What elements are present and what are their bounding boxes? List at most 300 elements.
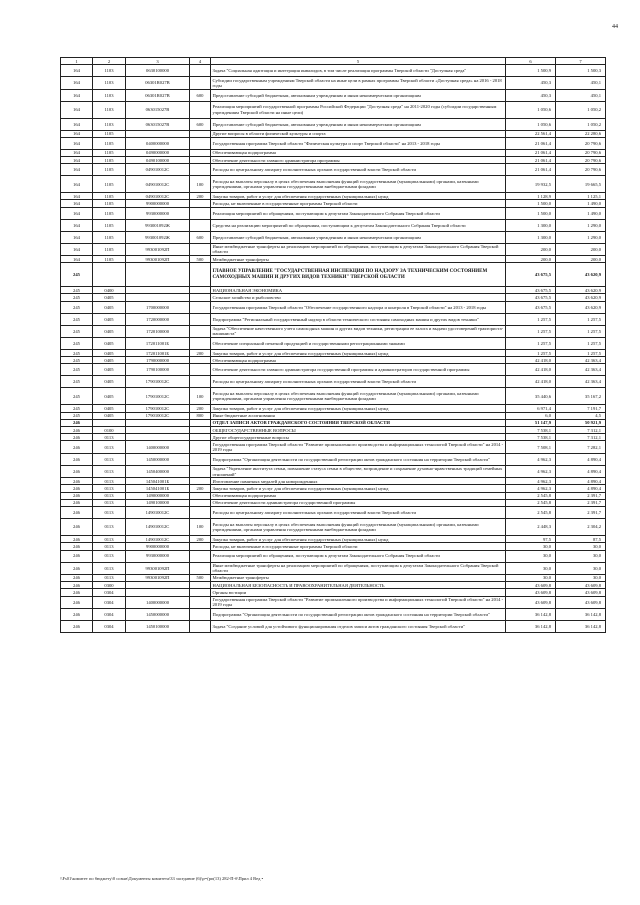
target-item-cell: 993001092П — [126, 256, 190, 263]
description-cell: Субсидии государственным учреждениям Тверской области на иные цели в рамках программы Тверской области «Доступная среда» на 2016 - 2018 годы — [211, 77, 506, 89]
section-code-cell — [93, 419, 126, 426]
target-item-cell: 1450000000 — [126, 608, 190, 620]
actual-amount-cell: 2 391,7 — [556, 492, 606, 499]
description-cell: Задача "Укрепление института семьи, повышение статуса семьи в обществе, возрождение и сохранение духовно-нравственных традиций семейных отношений" — [211, 465, 506, 477]
expense-type-cell — [190, 589, 211, 596]
section-code-cell: 0113 — [93, 465, 126, 477]
plan-amount-cell: 43 675,5 — [506, 263, 556, 287]
ministry-code-cell: 246 — [61, 582, 93, 589]
description-cell: Реализация мероприятий государственной программы Российской Федерации "Доступная среда" на 2011-2020 годы (субсидии государственным учреждениям Тверской области на иные цели) — [211, 101, 506, 118]
plan-amount-cell: 1 050,6 — [506, 101, 556, 118]
expense-type-cell — [190, 357, 211, 364]
target-item-cell: 1450100000 — [126, 620, 190, 632]
ministry-code-cell: 245 — [61, 338, 93, 350]
expense-type-cell — [190, 419, 211, 426]
ministry-code-cell: 246 — [61, 536, 93, 543]
section-code-cell: 0405 — [93, 364, 126, 376]
table-row — [61, 200, 606, 207]
expense-type-cell: 200 — [190, 536, 211, 543]
actual-amount-cell: 20 790,6 — [556, 137, 606, 149]
description-cell: Расходы по центральному аппарату исполнительных органов государственной власти Тверской области — [211, 376, 506, 388]
actual-amount-cell: 1 050,2 — [556, 101, 606, 118]
ministry-code-cell: 246 — [61, 492, 93, 499]
description-cell: Иные межбюджетные трансферты на реализацию мероприятий по обращениям, поступающим к депутатам Законодательного Собрания Тверской области — [211, 562, 506, 574]
section-code-cell: 0113 — [93, 536, 126, 543]
plan-amount-cell: 21 061,4 — [506, 149, 556, 156]
actual-amount-cell: 43 620,9 — [556, 287, 606, 294]
table-row — [61, 313, 606, 325]
target-item-cell: 049010012С — [126, 176, 190, 193]
actual-amount-cell: 20 790,6 — [556, 149, 606, 156]
ministry-code-cell: 245 — [61, 263, 93, 287]
ministry-code-cell: 246 — [61, 427, 93, 434]
description-cell: Расходы по центральному аппарату исполнительных органов государственной власти Тверской области — [211, 164, 506, 176]
target-item-cell: 179010012С — [126, 376, 190, 388]
actual-amount-cell: 4,5 — [556, 412, 606, 419]
ministry-code-cell: 164 — [61, 89, 93, 101]
ministry-code-cell: 245 — [61, 301, 93, 313]
target-item-cell: 1450400000 — [126, 465, 190, 477]
target-item-cell: 06301R027B — [126, 89, 190, 101]
ministry-code-cell: 164 — [61, 65, 93, 77]
expense-type-cell — [190, 543, 211, 550]
actual-amount-cell: 87,5 — [556, 536, 606, 543]
expense-type-cell — [190, 427, 211, 434]
expense-type-cell — [190, 301, 211, 313]
ministry-code-cell: 245 — [61, 287, 93, 294]
actual-amount-cell: 7 191,7 — [556, 405, 606, 412]
ministry-code-cell: 245 — [61, 388, 93, 405]
section-code-cell: 1105 — [93, 149, 126, 156]
plan-amount-cell: 7 538,1 — [506, 427, 556, 434]
description-cell: Сельское хозяйство и рыболовство — [211, 294, 506, 301]
table-row — [61, 478, 606, 485]
description-cell: Обеспечение деятельности администратора государственной программы — [211, 499, 506, 506]
actual-amount-cell: 43 620,9 — [556, 263, 606, 287]
target-item-cell: 993001092П — [126, 243, 190, 255]
table-row — [61, 130, 606, 137]
table-row — [61, 287, 606, 294]
plan-amount-cell: 1 128,9 — [506, 193, 556, 200]
actual-amount-cell: 1 257,5 — [556, 350, 606, 357]
plan-amount-cell: 21 061,4 — [506, 137, 556, 149]
target-item-cell: 1490000000 — [126, 492, 190, 499]
description-cell: Изготовление памятных медалей для новорожденных — [211, 478, 506, 485]
ministry-code-cell: 164 — [61, 118, 93, 130]
expense-type-cell: 500 — [190, 574, 211, 581]
target-item-cell: 9900000000 — [126, 200, 190, 207]
description-cell: Расходы, не включенные в государственные программы Тверской области — [211, 200, 506, 207]
header-cell: 1 — [61, 58, 93, 65]
description-cell: Обеспечение деятельности главного администратора программы — [211, 157, 506, 164]
actual-amount-cell: 43 620,9 — [556, 294, 606, 301]
description-cell: Обеспечивающая подпрограмма — [211, 357, 506, 364]
header-cell: 7 — [556, 58, 606, 65]
actual-amount-cell: 1 490,0 — [556, 207, 606, 219]
ministry-code-cell: 245 — [61, 364, 93, 376]
ministry-code-cell: 246 — [61, 434, 93, 441]
section-code-cell: 0113 — [93, 492, 126, 499]
target-item-cell: 9900000000 — [126, 543, 190, 550]
target-item-cell: 993001092Ж — [126, 231, 190, 243]
target-item-cell: 993001092Ж — [126, 219, 190, 231]
description-cell: ОБЩЕГОСУДАРСТВЕННЫЕ ВОПРОСЫ — [211, 427, 506, 434]
ministry-code-cell: 246 — [61, 574, 93, 581]
expense-type-cell — [190, 582, 211, 589]
description-cell: Предоставление субсидий бюджетным, автономным учреждениям и иным некоммерческим организациям — [211, 118, 506, 130]
target-item-cell: 9930000000 — [126, 207, 190, 219]
expense-type-cell — [190, 294, 211, 301]
description-cell: Закупка товаров, работ и услуг для обеспечения государственных (муниципальных) нужд — [211, 405, 506, 412]
table-row — [61, 596, 606, 608]
table-row — [61, 608, 606, 620]
section-code-cell: 1103 — [93, 65, 126, 77]
actual-amount-cell: 1 050,2 — [556, 118, 606, 130]
actual-amount-cell: 30,0 — [556, 562, 606, 574]
expense-type-cell — [190, 149, 211, 156]
expense-type-cell — [190, 550, 211, 562]
expense-type-cell — [190, 441, 211, 453]
description-cell: Задача "Социальная адаптация и интеграция инвалидов, в том числе реализация программы Тверской области "Доступная среда" — [211, 65, 506, 77]
plan-amount-cell: 2 448,3 — [506, 519, 556, 536]
description-cell: Государственная программа Тверской области "Развитие промышленного производства и информационных технологий Тверской области" на 2014 - 2019 годы — [211, 596, 506, 608]
actual-amount-cell: 2 391,7 — [556, 507, 606, 519]
description-cell: Расходы, не включенные в государственные программы Тверской области — [211, 543, 506, 550]
table-row — [61, 485, 606, 492]
ministry-code-cell: 164 — [61, 130, 93, 137]
actual-amount-cell: 36 142,8 — [556, 608, 606, 620]
plan-amount-cell: 4 962,3 — [506, 453, 556, 465]
ministry-code-cell: 164 — [61, 256, 93, 263]
table-row — [61, 101, 606, 118]
target-item-cell: 0490000000 — [126, 149, 190, 156]
target-item-cell — [126, 434, 190, 441]
target-item-cell — [126, 419, 190, 426]
table-row — [61, 364, 606, 376]
description-cell: Межбюджетные трансферты — [211, 256, 506, 263]
ministry-code-cell: 246 — [61, 562, 93, 574]
plan-amount-cell: 30,0 — [506, 574, 556, 581]
expense-type-cell — [190, 478, 211, 485]
ministry-code-cell: 246 — [61, 620, 93, 632]
expense-type-cell — [190, 596, 211, 608]
ministry-code-cell: 164 — [61, 157, 93, 164]
target-item-cell: 179010012С — [126, 412, 190, 419]
ministry-code-cell: 164 — [61, 231, 93, 243]
target-item-cell: 0490100000 — [126, 157, 190, 164]
actual-amount-cell: 1 500,3 — [556, 65, 606, 77]
section-code-cell: 1103 — [93, 89, 126, 101]
actual-amount-cell: 19 665,5 — [556, 176, 606, 193]
table-row — [61, 550, 606, 562]
section-code-cell: 0113 — [93, 507, 126, 519]
table-row — [61, 243, 606, 255]
plan-amount-cell: 200,0 — [506, 243, 556, 255]
ministry-code-cell: 246 — [61, 596, 93, 608]
section-code-cell: 0113 — [93, 499, 126, 506]
plan-amount-cell: 6,0 — [506, 412, 556, 419]
section-code-cell: 0113 — [93, 519, 126, 536]
section-code-cell: 1105 — [93, 200, 126, 207]
expense-type-cell — [190, 77, 211, 89]
actual-amount-cell: 2 304,2 — [556, 519, 606, 536]
table-row — [61, 207, 606, 219]
target-item-cell: 0400000000 — [126, 137, 190, 149]
section-code-cell: 0405 — [93, 301, 126, 313]
actual-amount-cell: 200,0 — [556, 243, 606, 255]
target-item-cell: 172011001Б — [126, 338, 190, 350]
actual-amount-cell: 4 890,4 — [556, 465, 606, 477]
description-cell: Расходы на выплаты персоналу в целях обеспечения выполнения функций государственными (муниципальными) органами, казенными учреждениями, органами управления государственными внебюджетными фондами — [211, 176, 506, 193]
plan-amount-cell: 450,3 — [506, 77, 556, 89]
description-cell: Обеспечивающая подпрограмма — [211, 492, 506, 499]
section-code-cell: 0405 — [93, 388, 126, 405]
ministry-code-cell: 246 — [61, 519, 93, 536]
section-code-cell: 0405 — [93, 338, 126, 350]
description-cell: Органы юстиции — [211, 589, 506, 596]
target-item-cell — [126, 287, 190, 294]
ministry-code-cell: 246 — [61, 441, 93, 453]
expense-type-cell — [190, 313, 211, 325]
description-cell: Иные бюджетные ассигнования — [211, 412, 506, 419]
target-item-cell: 049010012С — [126, 193, 190, 200]
target-item-cell: 1790000000 — [126, 357, 190, 364]
actual-amount-cell: 2 391,7 — [556, 499, 606, 506]
plan-amount-cell: 30,0 — [506, 543, 556, 550]
plan-amount-cell: 36 142,8 — [506, 620, 556, 632]
table-row — [61, 193, 606, 200]
actual-amount-cell: 7 312,1 — [556, 427, 606, 434]
plan-amount-cell: 2 545,8 — [506, 492, 556, 499]
actual-amount-cell: 42 363,4 — [556, 364, 606, 376]
plan-amount-cell: 43 675,5 — [506, 287, 556, 294]
target-item-cell — [126, 589, 190, 596]
target-item-cell: 9930000000 — [126, 550, 190, 562]
table-header-row — [61, 58, 606, 65]
table-row — [61, 582, 606, 589]
table-row — [61, 256, 606, 263]
actual-amount-cell: 1 257,5 — [556, 313, 606, 325]
section-code-cell: 0113 — [93, 441, 126, 453]
header-cell: 4 — [190, 58, 211, 65]
section-code-cell: 0405 — [93, 412, 126, 419]
expense-type-cell — [190, 434, 211, 441]
ministry-code-cell: 164 — [61, 200, 93, 207]
description-cell: Обеспечение специальной печатной продукцией и государственными регистрационными знаками — [211, 338, 506, 350]
description-cell: НАЦИОНАЛЬНАЯ ЭКОНОМИКА — [211, 287, 506, 294]
expense-type-cell: 200 — [190, 350, 211, 357]
description-cell: Реализация мероприятий по обращениям, поступающим к депутатам Законодательного Собрания Тверской области — [211, 207, 506, 219]
table-row — [61, 325, 606, 337]
expense-type-cell: 600 — [190, 89, 211, 101]
ministry-code-cell: 164 — [61, 149, 93, 156]
table-row — [61, 65, 606, 77]
table-row — [61, 412, 606, 419]
section-code-cell: 1105 — [93, 164, 126, 176]
description-cell: Предоставление субсидий бюджетным, автономным учреждениям и иным некоммерческим организациям — [211, 231, 506, 243]
section-code-cell: 0405 — [93, 294, 126, 301]
plan-amount-cell: 2 545,8 — [506, 507, 556, 519]
table-row — [61, 620, 606, 632]
plan-amount-cell: 1 500,0 — [506, 207, 556, 219]
actual-amount-cell: 1 290,0 — [556, 219, 606, 231]
ministry-code-cell: 164 — [61, 243, 93, 255]
expense-type-cell — [190, 130, 211, 137]
plan-amount-cell: 450,3 — [506, 89, 556, 101]
plan-amount-cell: 1 300,0 — [506, 231, 556, 243]
plan-amount-cell: 4 962,3 — [506, 478, 556, 485]
section-code-cell: 0100 — [93, 427, 126, 434]
section-code-cell: 0304 — [93, 608, 126, 620]
ministry-code-cell: 246 — [61, 589, 93, 596]
section-code-cell: 1105 — [93, 130, 126, 137]
target-item-cell: 149010012С — [126, 536, 190, 543]
section-code-cell: 0405 — [93, 325, 126, 337]
description-cell: Расходы по центральному аппарату исполнительных органов государственной власти Тверской области — [211, 507, 506, 519]
description-cell: Закупка товаров, работ и услуг для обеспечения государственных (муниципальных) нужд — [211, 350, 506, 357]
section-code-cell: 0405 — [93, 376, 126, 388]
plan-amount-cell: 1 500,0 — [506, 200, 556, 207]
description-cell: Задача "Обеспечение качественного учета самоходных машин и других видов техники, регистрации ее залога и выдачи удостоверений тракториста-машиниста" — [211, 325, 506, 337]
section-code-cell — [93, 263, 126, 287]
ministry-code-cell: 164 — [61, 137, 93, 149]
plan-amount-cell: 19 932,5 — [506, 176, 556, 193]
plan-amount-cell: 1 050,6 — [506, 118, 556, 130]
actual-amount-cell: 1 125,1 — [556, 193, 606, 200]
actual-amount-cell: 30,0 — [556, 543, 606, 550]
actual-amount-cell: 36 142,8 — [556, 620, 606, 632]
section-code-cell: 0113 — [93, 562, 126, 574]
plan-amount-cell: 43 609,8 — [506, 589, 556, 596]
section-code-cell: 1105 — [93, 193, 126, 200]
expense-type-cell: 200 — [190, 193, 211, 200]
expense-type-cell — [190, 492, 211, 499]
description-cell: Подпрограмма "Региональный государственный надзор в области технического состояния самоходных машин и других видов техники" — [211, 313, 506, 325]
expense-type-cell: 500 — [190, 256, 211, 263]
target-item-cell: 145041001Б — [126, 478, 190, 485]
actual-amount-cell: 22 280,6 — [556, 130, 606, 137]
expense-type-cell — [190, 263, 211, 287]
actual-amount-cell: 42 363,4 — [556, 376, 606, 388]
actual-amount-cell: 4 890,4 — [556, 478, 606, 485]
section-code-cell: 0113 — [93, 434, 126, 441]
plan-amount-cell: 1 500,9 — [506, 65, 556, 77]
plan-amount-cell: 2 545,8 — [506, 499, 556, 506]
section-code-cell: 0113 — [93, 453, 126, 465]
expense-type-cell — [190, 157, 211, 164]
target-item-cell — [126, 582, 190, 589]
ministry-code-cell: 246 — [61, 543, 93, 550]
table-row — [61, 149, 606, 156]
plan-amount-cell: 4 962,3 — [506, 485, 556, 492]
table-row — [61, 376, 606, 388]
target-item-cell: 0630100000 — [126, 65, 190, 77]
actual-amount-cell: 20 790,6 — [556, 157, 606, 164]
description-cell: Межбюджетные трансферты — [211, 574, 506, 581]
target-item-cell: 172011001Б — [126, 350, 190, 357]
table-row — [61, 263, 606, 287]
plan-amount-cell: 7 538,1 — [506, 434, 556, 441]
table-row — [61, 338, 606, 350]
section-code-cell: 0113 — [93, 550, 126, 562]
ministry-code-cell: 245 — [61, 325, 93, 337]
actual-amount-cell: 1 490,0 — [556, 200, 606, 207]
actual-amount-cell: 20 790,6 — [556, 164, 606, 176]
ministry-code-cell: 164 — [61, 176, 93, 193]
ministry-code-cell: 246 — [61, 550, 93, 562]
description-cell: Закупка товаров, работ и услуг для обеспечения государственных (муниципальных) нужд — [211, 485, 506, 492]
ministry-code-cell: 246 — [61, 507, 93, 519]
section-code-cell: 0113 — [93, 574, 126, 581]
description-cell: Реализация мероприятий по обращениям, поступающим к депутатам Законодательного Собрания Тверской области — [211, 550, 506, 562]
actual-amount-cell: 1 257,5 — [556, 325, 606, 337]
description-cell: НАЦИОНАЛЬНАЯ БЕЗОПАСНОСТЬ И ПРАВООХРАНИТЕЛЬНАЯ ДЕЯТЕЛЬНОСТЬ — [211, 582, 506, 589]
description-cell: Государственная программа Тверской области "Обеспечение государственного надзора и контроля в Тверской области" на 2013 - 2018 годы — [211, 301, 506, 313]
header-cell: 5 — [211, 58, 506, 65]
plan-amount-cell: 200,0 — [506, 256, 556, 263]
ministry-code-cell: 246 — [61, 485, 93, 492]
table-row — [61, 453, 606, 465]
section-code-cell: 0304 — [93, 620, 126, 632]
plan-amount-cell: 1 300,0 — [506, 219, 556, 231]
ministry-code-cell: 164 — [61, 101, 93, 118]
actual-amount-cell: 50 921,9 — [556, 419, 606, 426]
ministry-code-cell: 245 — [61, 376, 93, 388]
actual-amount-cell: 7 312,1 — [556, 434, 606, 441]
target-item-cell: 993001092П — [126, 574, 190, 581]
actual-amount-cell: 1 257,5 — [556, 338, 606, 350]
plan-amount-cell: 21 061,4 — [506, 164, 556, 176]
actual-amount-cell: 43 609,8 — [556, 589, 606, 596]
header-cell: 2 — [93, 58, 126, 65]
actual-amount-cell: 450,1 — [556, 77, 606, 89]
actual-amount-cell: 30,0 — [556, 550, 606, 562]
description-cell: Государственная программа Тверской области "Физическая культура и спорт Тверской области" на 2013 - 2018 годы — [211, 137, 506, 149]
actual-amount-cell: 4 890,4 — [556, 453, 606, 465]
section-code-cell: 1103 — [93, 118, 126, 130]
section-code-cell: 1105 — [93, 256, 126, 263]
section-code-cell: 0400 — [93, 287, 126, 294]
section-code-cell: 1103 — [93, 77, 126, 89]
table-row — [61, 350, 606, 357]
description-cell: Обеспечивающая подпрограмма — [211, 149, 506, 156]
actual-amount-cell: 7 282,1 — [556, 441, 606, 453]
section-code-cell: 0300 — [93, 582, 126, 589]
expense-type-cell — [190, 620, 211, 632]
target-item-cell: 1490100000 — [126, 499, 190, 506]
actual-amount-cell: 4 890,4 — [556, 485, 606, 492]
ministry-code-cell: 164 — [61, 207, 93, 219]
description-cell: Иные межбюджетные трансферты на реализацию мероприятий по обращениям, поступающим к депутатам Законодательного Собрания Тверской области — [211, 243, 506, 255]
actual-amount-cell: 43 609,8 — [556, 582, 606, 589]
header-cell: 6 — [506, 58, 556, 65]
ministry-code-cell: 164 — [61, 193, 93, 200]
plan-amount-cell: 43 675,5 — [506, 294, 556, 301]
ministry-code-cell: 164 — [61, 164, 93, 176]
target-item-cell: 179010012С — [126, 405, 190, 412]
expense-type-cell — [190, 376, 211, 388]
description-cell: Другие общегосударственные вопросы — [211, 434, 506, 441]
actual-amount-cell: 450,1 — [556, 89, 606, 101]
expense-type-cell — [190, 562, 211, 574]
ministry-code-cell: 246 — [61, 478, 93, 485]
table-row — [61, 427, 606, 434]
target-item-cell: 063015027B — [126, 118, 190, 130]
expense-type-cell — [190, 164, 211, 176]
section-code-cell: 0113 — [93, 485, 126, 492]
actual-amount-cell: 43 609,8 — [556, 596, 606, 608]
description-cell: Подпрограмма "Организация деятельности по государственной регистрации актов гражданского состояния на территории Тверской области" — [211, 453, 506, 465]
